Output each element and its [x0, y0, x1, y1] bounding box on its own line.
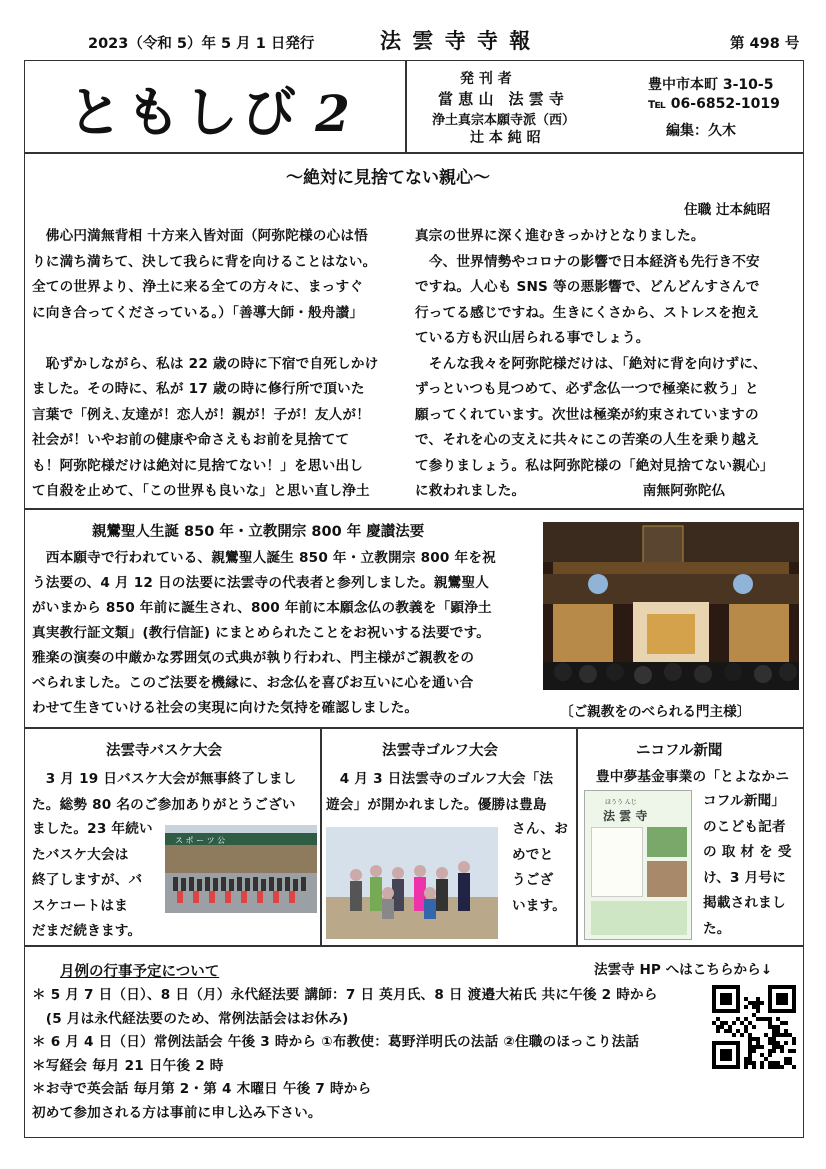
article1-left-line: 言葉で「例え､友達が！恋人が！親が！子が！友人が！ [32, 406, 371, 423]
article2-line: べられました。このご法要を機縁に、お念仏を喜びお互いに心を通い合 [32, 675, 474, 691]
col1-intro-line: 3 月 19 日バスケ大会が無事終了しまし [32, 771, 297, 787]
issue-number: 第 498 号 [730, 36, 800, 52]
col1-side-line: だまだ続きます。 [32, 923, 142, 939]
col1-side-line: たバスケ大会は [32, 846, 129, 863]
golf-photo [326, 827, 498, 939]
temple-ceremony-photo [543, 522, 799, 690]
masthead-title [68, 70, 350, 144]
col2-side-line: うござ [512, 872, 554, 888]
article1-left-line: 全ての世界より、浄土に来る全ての方々に、まっすぐ [32, 279, 364, 295]
publisher-sect: 浄土真宗本願寺派（西） [432, 113, 576, 128]
article1-right-line: 行ってる感じですね。生きにくさから、ストレスを抱え [415, 304, 760, 321]
temple-ceremony-image [543, 522, 799, 690]
col1-side-text [32, 817, 162, 945]
schedule-line: 初めて参加される方は事前に申し込み下さい。 [32, 1104, 322, 1121]
article1-author: 住職 辻本純昭 [684, 202, 771, 218]
article2-title: 親鸞聖人生誕 850 年・立教開宗 800 年 慶讃法要 [92, 524, 425, 540]
article1-left-line: 社会が！いやお前の健康や命さえもお前を見捨てて [32, 432, 350, 448]
schedule-line: ＊お寺で英会話 毎月第 2・第 4 木曜日 午後 7 時から [32, 1081, 372, 1097]
article1-left-line: も！阿弥陀様だけは絶対に見捨てない！」を思い出し [32, 457, 364, 474]
article2-line: 真実教行証文類」(教行信証) にまとめられたことをお祝いする法要です。 [32, 625, 491, 641]
col1-intro [32, 767, 322, 818]
col1-side-line: ました。23 年続い [32, 821, 153, 837]
homepage-link-text[interactable]: 法雲寺 HP へはこちらから↓ [594, 962, 773, 978]
address: 豊中市本町 3-10-5 [648, 77, 774, 93]
basketball-photo [165, 825, 317, 913]
masthead-title-number: 2 [315, 84, 350, 143]
schedule-line: ＊ 5 月 7 日（日）、8 日（月）永代経法要 講師：7 日 英月氏、8 日 渡邉大祐氏 共に午後 2 時から [32, 987, 658, 1003]
article1-left-line: 佛心円満無背相 十方来入皆対面（阿弥陀様の心は悟 [32, 228, 368, 244]
paper-name: 法 雲 寺 寺 報 [380, 28, 533, 53]
publisher-heading: 発 刊 者 [460, 71, 512, 87]
article1-right-line: 願ってくれています。次世は極楽が約束されていますの [415, 406, 759, 423]
col2-side-line: います。 [512, 897, 567, 914]
article1-right-line: そんな我々を阿弥陀様だけは、「絶対に背を向けずに、 [415, 355, 767, 372]
article1-right-line: ている方も沢山居られる事でしょう。 [415, 330, 650, 346]
editor-credit: 編集：久木 [666, 123, 736, 139]
publisher-name: 當 恵 山 法 雲 寺 [438, 90, 564, 108]
divider-article1 [24, 508, 804, 510]
thumbnail-header: 法 雲 寺 [603, 809, 648, 823]
qr-code-graphic [712, 985, 796, 1069]
col2-title: 法雲寺ゴルフ大会 [382, 743, 498, 759]
schedule-list [32, 984, 712, 1125]
schedule-line: ＊ 6 月 4 日（日）常例法話会 午後 3 時から ①布教使：葛野洋明氏の法話 ②住職のほっこり法話 [32, 1034, 640, 1050]
article1-right-line: 今、世界情勢やコロナの影響で日本経済も先行き不安 [415, 253, 760, 270]
issue-date: 2023（令和 5）年 5 月 1 日発行 [88, 36, 315, 52]
divider-masthead [24, 152, 804, 154]
sign-text: ス ポ ー ツ 公 [175, 836, 226, 845]
divider-col-1 [320, 727, 322, 945]
article1-left-line [32, 326, 408, 352]
col3-intro: 豊中夢基金事業の「とよなかニ [596, 769, 790, 785]
schedule-line: ＊写経会 毎月 21 日午後 2 時 [32, 1057, 224, 1074]
article2-line: う法要の、4 月 12 日の法要に法雲寺の代表者と参列しました。親鸞聖人 [32, 575, 490, 591]
col1-intro-line: た。総勢 80 名のご参加ありがとうござい [32, 796, 296, 813]
article1-right-line: に救われました。 南無阿弥陀仏 [415, 483, 726, 499]
col2-side-line: さん、お [512, 821, 568, 837]
schedule-title: 月例の行事予定について [60, 964, 220, 980]
divider-masthead-v [405, 60, 407, 152]
divider-col-2 [576, 727, 578, 945]
col3-side-line: コフル新聞」 [703, 793, 786, 809]
golf-image [326, 827, 498, 939]
article1-left-column [32, 224, 408, 505]
col3-title: ニコフル新聞 [636, 743, 723, 759]
article1-left-line: 恥ずかしながら、私は 22 歳の時に下宿で自死しかけ [32, 355, 379, 372]
thumbnail-small-text: ほうう んじ [605, 799, 637, 806]
article2-line: がいまから 850 年前に誕生され、800 年前に本願念仏の教義を「顕浄土 [32, 600, 492, 616]
col2-intro-line: 4 月 3 日法雲寺のゴルフ大会「法 [326, 771, 554, 787]
col3-side-line: の 取 材 を 受 [703, 844, 792, 860]
homepage-qr-code[interactable] [712, 985, 796, 1069]
col3-side-text [703, 789, 803, 942]
article1-right-line: で、それを心の支えに共々にこの苦楽の人生を乗り越え [415, 432, 760, 448]
col3-side-line: た。 [703, 920, 731, 937]
basketball-image [165, 825, 317, 913]
col2-intro-line: 遊会」が開かれました。優勝は豊島 [326, 796, 547, 813]
col1-title: 法雲寺バスケ大会 [106, 743, 222, 759]
article1-right-line: て参りましょう。私は阿弥陀様の「絶対見捨てない親心」 [415, 457, 774, 474]
article2-line: 西本願寺で行われている、親鸞聖人誕生 850 年・立教開宗 800 年を祝 [32, 550, 496, 566]
article2-line: 雅楽の演奏の中厳かな雰囲気の式典が執り行われ、門主様がご親教をの [32, 650, 475, 666]
article1-left-line: て自殺を止めて、「この世界も良いな」と思い直し浄土 [32, 483, 370, 499]
col2-side-text [512, 817, 576, 919]
col3-side-line: 掲載されまし [703, 895, 786, 911]
article1-right-line: ずっといつも見つめて、必ず念仏一つで極楽に救う」と [415, 381, 759, 397]
article1-right-column [415, 224, 800, 505]
col2-side-line: めでと [512, 846, 554, 863]
col3-side-line: のこども記者 [703, 818, 786, 835]
publisher-editor-name: 辻 本 純 昭 [470, 130, 541, 146]
schedule-line: (5 月は永代経法要のため、常例法話会はお休み) [32, 1010, 349, 1027]
article1-left-line: に向き合ってくださっている。）「善導大師・般舟讃」 [32, 304, 364, 321]
divider-article2 [24, 727, 804, 729]
col2-intro [326, 767, 576, 818]
telephone: ℡ 06-6852-1019 [648, 96, 780, 112]
article2-line: わせて生きていける社会の実現に向けた気持を確認しました。 [32, 700, 419, 716]
article1-right-line: ですね。人心も SNS 等の悪影響で、どんどんすさんで [415, 279, 760, 295]
article1-title: 〜絶対に見捨てない親心〜 [286, 168, 490, 188]
article2-body [32, 546, 537, 721]
divider-columns [24, 945, 804, 947]
article1-left-line: りに満ち満ちて、決して我らに背を向けることはない。 [32, 253, 377, 270]
col1-side-line: 終了しますが、バ [32, 872, 143, 888]
article1-left-line: ました。その時に、私が 17 歳の時に修行所で頂いた [32, 381, 365, 397]
photo-caption: 〔ご親教をのべられる門主様〕 [560, 704, 751, 720]
newspaper-thumbnail [584, 790, 692, 940]
col1-side-line: スケコートはま [32, 897, 129, 914]
article1-right-line: 真宗の世界に深く進むきっかけとなりました。 [415, 228, 705, 244]
masthead-title-text: ともしび [68, 80, 300, 144]
col3-side-line: け、3 月号に [703, 869, 787, 886]
